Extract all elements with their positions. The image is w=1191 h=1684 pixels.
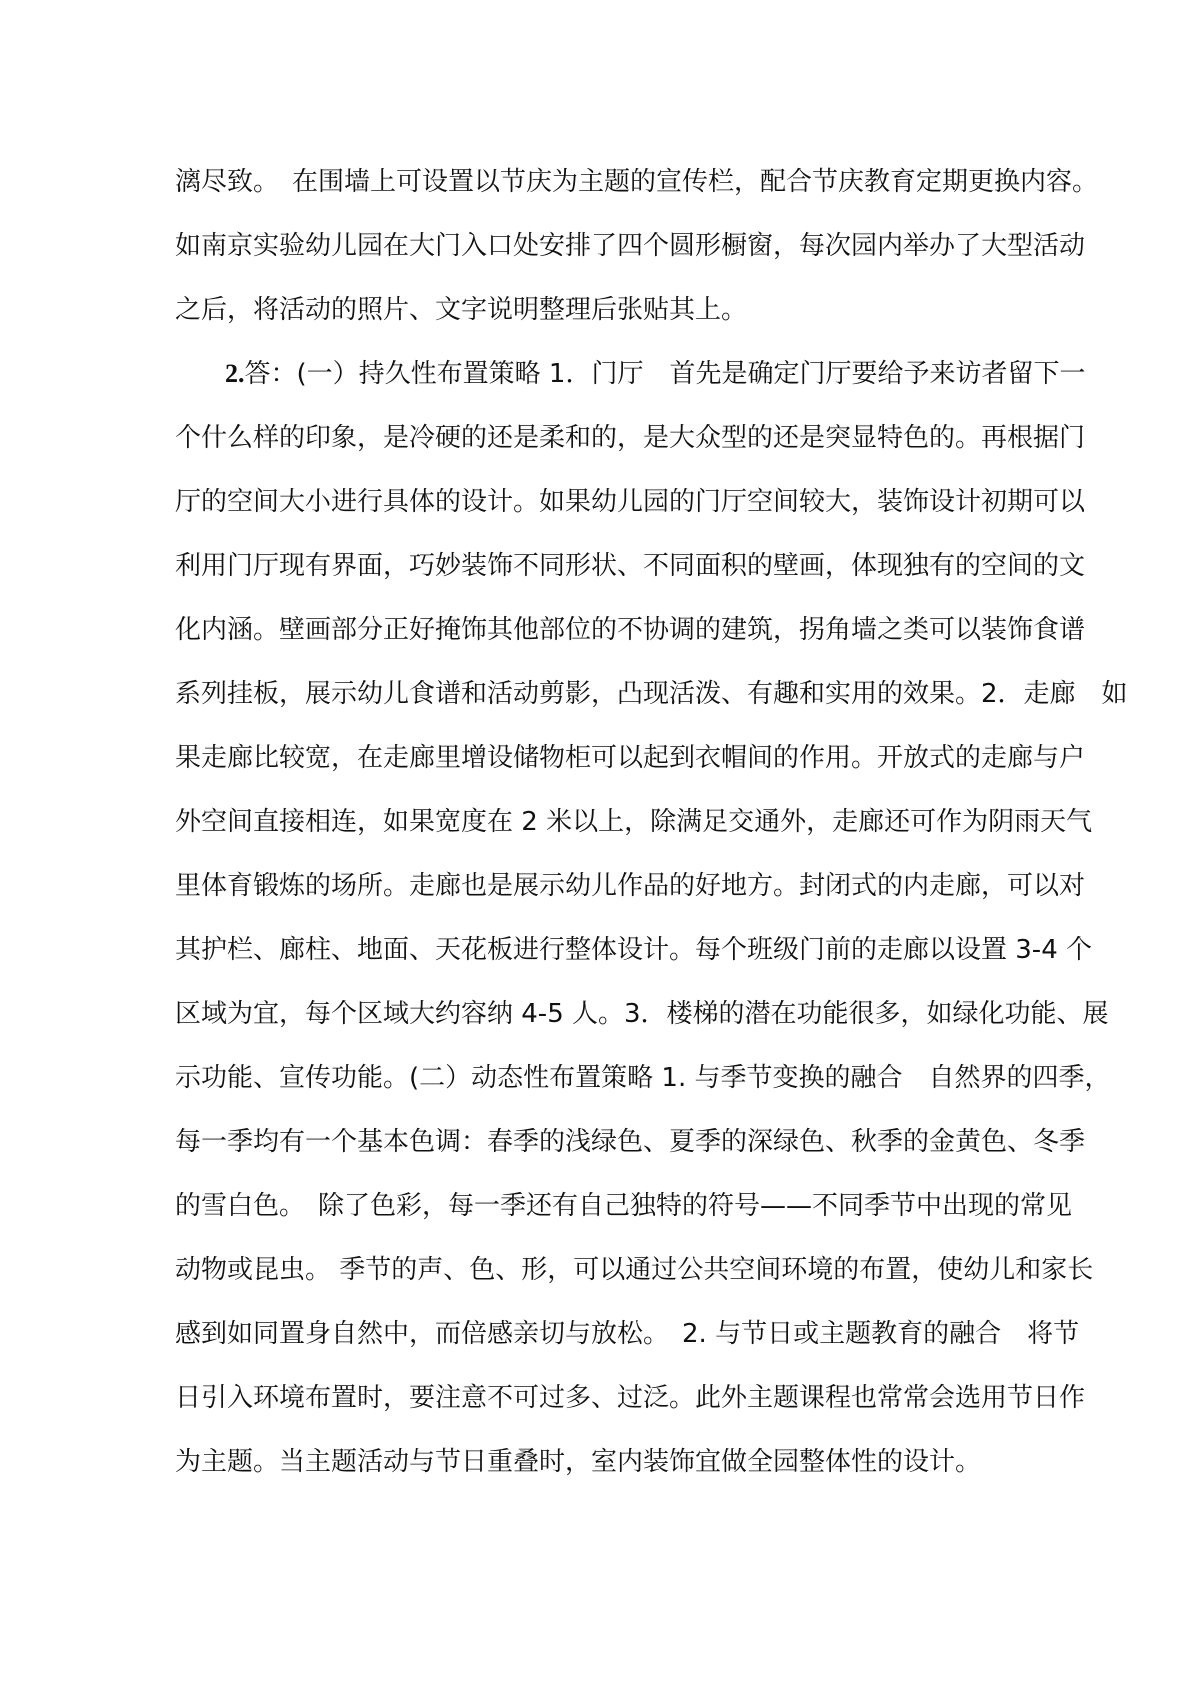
paragraph-2-line-7: 果走廊比较宽，在走廊里增设储物柜可以起到衣帽间的作用。开放式的走廊与户 (175, 743, 1086, 773)
paragraph-1-line-2: 如南京实验幼儿园在大门入口处安排了四个圆形橱窗，每次园内举办了大型活动 (175, 231, 1086, 261)
paragraph-2-line-15: 动物或昆虫。 季节的声、色、形，可以通过公共空间环境的布置，使幼儿和家长 (175, 1255, 1094, 1285)
paragraph-2-line-14: 的雪白色。 除了色彩，每一季还有自己独特的符号——不同季节中出现的常见 (175, 1191, 1073, 1221)
body-text (175, 150, 1128, 1494)
paragraph-2-line-11: 区域为宜，每个区域大约容纳 4-5 人。3．楼梯的潜在功能很多，如绿化功能、展 (175, 999, 1109, 1029)
paragraph-2-line-9: 里体育锻炼的场所。走廊也是展示幼儿作品的好地方。封闭式的内走廊，可以对 (175, 871, 1086, 901)
paragraph-2-line-3: 厅的空间大小进行具体的设计。如果幼儿园的门厅空间较大，装饰设计初期可以 (175, 487, 1086, 517)
paragraph-2-line-1-text: 答：(一）持久性布置策略 1．门厅 首先是确定门厅要给予来访者留下一 (244, 359, 1086, 389)
paragraph-2-line-13: 每一季均有一个基本色调：春季的浅绿色、夏季的深绿色、秋季的金黄色、冬季 (175, 1127, 1086, 1157)
answer-number: 2. (225, 359, 245, 388)
paragraph-1-line-1: 漓尽致。 在围墙上可设置以节庆为主题的宣传栏，配合节庆教育定期更换内容。 (175, 167, 1099, 197)
paragraph-2-line-8: 外空间直接相连，如果宽度在 2 米以上，除满足交通外，走廊还可作为阴雨天气 (175, 807, 1093, 837)
paragraph-2-line-10: 其护栏、廊柱、地面、天花板进行整体设计。每个班级门前的走廊以设置 3-4 个 (175, 935, 1092, 965)
paragraph-2-line-17: 日引入环境布置时，要注意不可过多、过泛。此外主题课程也常常会选用节日作 (175, 1383, 1086, 1413)
paragraph-2-line-1 (175, 342, 1086, 406)
paragraph-2-line-16: 感到如同置身自然中，而倍感亲切与放松。 2. 与节日或主题教育的融合 将节 (175, 1319, 1080, 1349)
paragraph-2-line-4: 利用门厅现有界面，巧妙装饰不同形状、不同面积的壁画，体现独有的空间的文 (175, 551, 1086, 581)
paragraph-1-line-3: 之后，将活动的照片、文字说明整理后张贴其上。 (175, 295, 748, 325)
paragraph-2-line-18: 为主题。当主题活动与节日重叠时，室内装饰宜做全园整体性的设计。 (175, 1447, 982, 1477)
paragraph-2-line-12: 示功能、宣传功能。(二）动态性布置策略 1. 与季节变换的融合 自然界的四季， (175, 1063, 1111, 1093)
paragraph-2-line-2: 个什么样的印象，是冷硬的还是柔和的，是大众型的还是突显特色的。再根据门 (175, 423, 1086, 453)
paragraph-2-line-6: 系列挂板，展示幼儿食谱和活动剪影，凸现活泼、有趣和实用的效果。2．走廊 如 (175, 679, 1128, 709)
paragraph-2-line-5: 化内涵。壁画部分正好掩饰其他部位的不协调的建筑，拐角墙之类可以装饰食谱 (175, 615, 1086, 645)
